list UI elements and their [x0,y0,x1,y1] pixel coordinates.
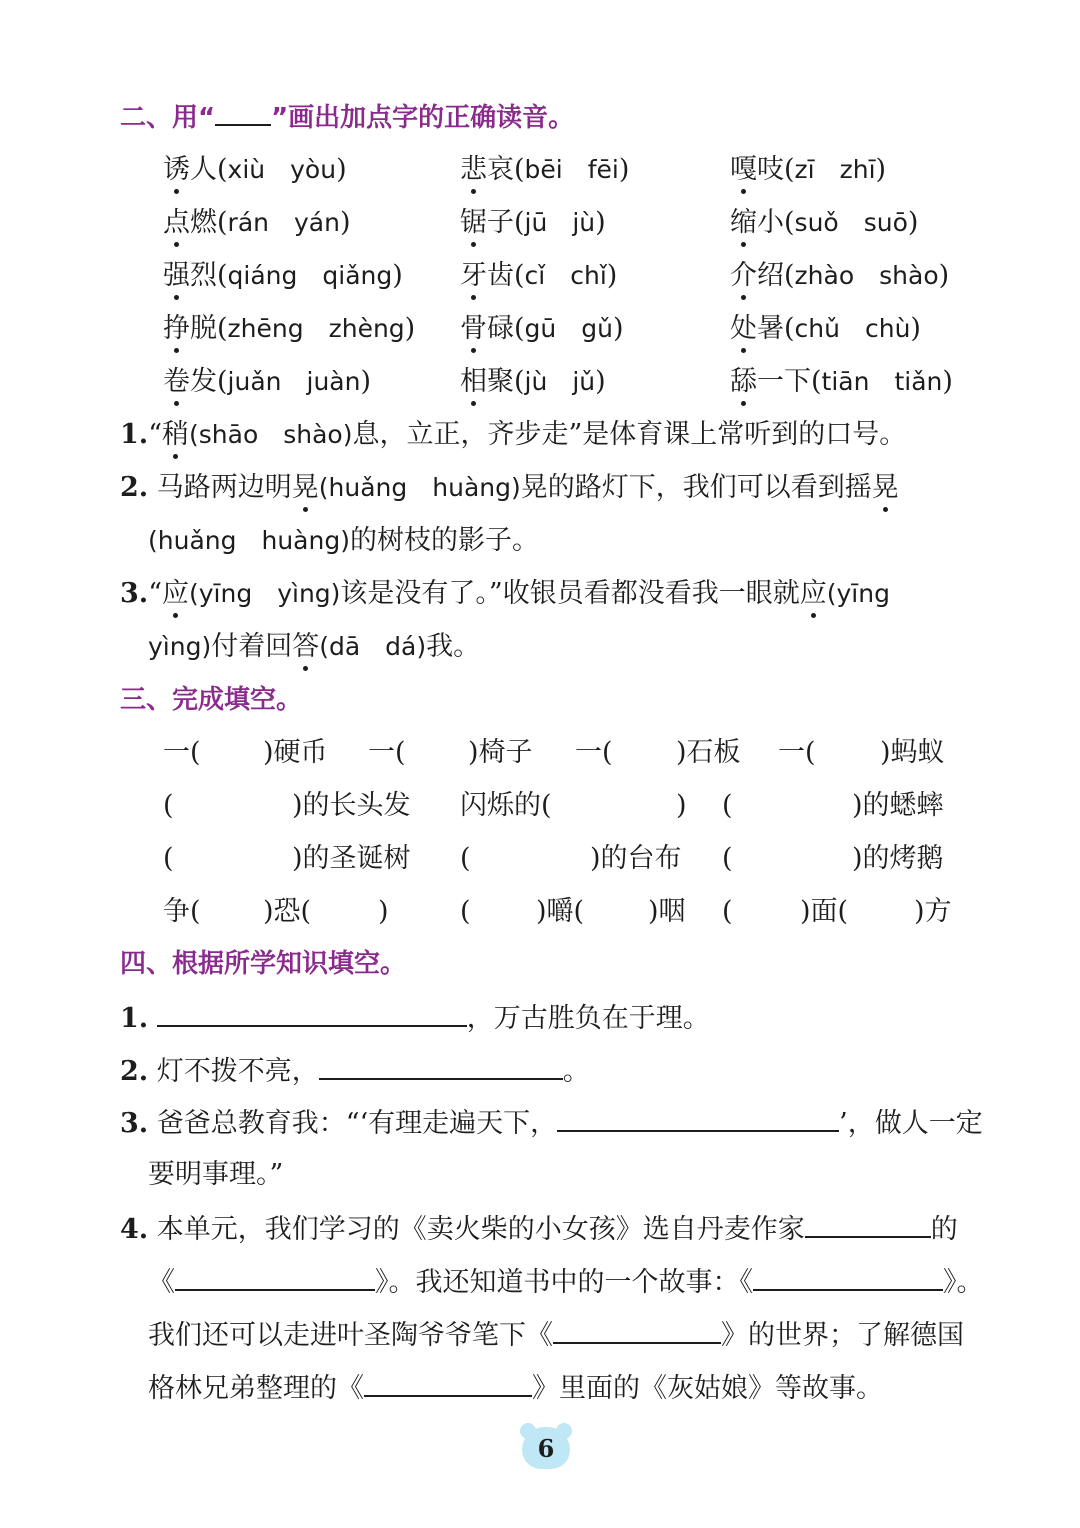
section-3-title: 三、完成填空。 [120,685,303,715]
paren-close: ) [612,313,624,344]
sentence-1 [120,415,906,455]
paren-close: ) [336,154,347,185]
pinyin-word-item [460,150,629,190]
page-number: 6 [522,1427,570,1469]
pinyin-word-item [730,362,953,402]
paren-close: ) [910,313,921,344]
pinyin-word-item [163,203,351,243]
fill-blank-segment[interactable]: )恐( [263,896,312,927]
pinyin-word-item [460,309,624,349]
paren-close: ) [404,313,416,344]
dotted-char: 相 [460,362,487,402]
paren-open: ( [514,313,525,344]
pinyin-choice[interactable]: cǐ chǐ [524,261,607,290]
paren-open: ( [514,154,525,185]
fill-blank-segment[interactable]: ( [460,896,471,927]
sentence-1-number: 1. [120,419,149,450]
paren-open: ( [217,313,228,344]
paren-close: ) [938,260,950,291]
section-2-title-b: ”画出加点字的正确读音。 [271,103,575,133]
dotted-char: 嘎 [730,150,757,190]
sentence-3-open-quote: “ [148,578,162,609]
fill-blank-segment[interactable]: )的烤鹅 [852,843,944,874]
dotted-char: 应 [800,574,827,614]
question-2-text-a: 灯不拨不亮， [156,1056,319,1087]
question-4-number: 4. [120,1214,149,1245]
pinyin-choice[interactable]: chǔ chù [794,314,911,343]
paren-close: ) [392,260,403,291]
pinyin-word-item [163,150,347,190]
section-4-title: 四、根据所学知识填空。 [120,949,407,979]
pinyin-word-item [730,203,918,243]
pinyin-choice[interactable]: zhào shào [794,261,939,290]
sentence-2-line-2 [148,521,539,561]
dotted-char: 牙 [460,256,487,296]
dotted-char: 稍 [162,415,189,455]
sentence-3-number: 3. [120,578,149,609]
paren-open: ( [217,260,228,291]
sentence-1-open-quote: “ [148,419,162,450]
dotted-char: 诱 [163,150,190,190]
paren-close: ) [595,207,606,238]
question-4-line-3 [148,1314,964,1356]
question-1-text: ，万古胜负在于理。 [466,1003,710,1034]
sentence-3-text-b: 该是没有了。”收银员看都没看我一眼就 [340,578,800,609]
word-rest: 聚 [487,366,514,397]
word-rest: 齿 [487,260,514,291]
sentence-3-text-c: 付着回 [211,631,293,662]
paren-close: ) [595,366,606,397]
paren-close: ) [606,260,618,291]
question-4-text-e: 》。 [943,1267,984,1298]
dotted-char: 处 [730,309,757,349]
paren-open: ( [514,366,525,397]
pinyin-choice[interactable]: jù jǔ [524,367,596,396]
fill-blank-segment[interactable]: 一( [368,737,406,768]
fill-blank-segment[interactable]: 一( [778,737,816,768]
pinyin-choice[interactable]: qiáng qiǎng [227,261,393,290]
answer-blank[interactable] [364,1367,532,1397]
pinyin-word-item [163,362,371,402]
fill-blank-segment[interactable]: 闪烁的( [460,790,552,821]
answer-blank[interactable] [175,1261,375,1291]
answer-blank[interactable] [319,1050,563,1080]
section-2-title-a: 二、用“ [120,103,216,133]
pinyin-choice[interactable]: bēi fēi [524,155,619,184]
paren-open: ( [784,207,795,238]
question-3-line-2: 要明事理。” [148,1159,284,1190]
pinyin-word-item [730,309,921,349]
question-4-text-i: 》里面的《灰姑娘》等故事。 [532,1373,883,1404]
pinyin-choice[interactable]: (dā dá) [319,632,427,661]
section-2-title [120,98,574,138]
question-4-text-g: 》的世界；了解德国 [721,1320,964,1351]
question-3-text-a: 爸爸总教育我：“‘有理走遍天下， [156,1108,558,1139]
paren-open: ( [217,366,228,397]
title-underline-sample [215,102,271,126]
pinyin-word-item [163,309,415,349]
fill-blank-segment[interactable]: ( [460,843,471,874]
paren-close: ) [339,207,351,238]
paren-open: ( [784,260,795,291]
word-rest: 发 [190,366,217,397]
fill-blank-segment[interactable]: )椅子 [468,737,533,768]
fill-blank-segment[interactable]: ) [676,790,687,821]
fill-blank-segment[interactable]: ( [163,790,174,821]
pinyin-choice[interactable]: (huǎng huàng) [318,473,521,502]
fill-blank-segment[interactable]: )的长头发 [292,790,411,821]
sentence-3-text-d: 我。 [426,631,481,662]
fill-blank-segment[interactable]: )硬币 [263,737,328,768]
paren-close: ) [942,366,953,397]
fill-blank-segment[interactable]: ( [722,896,733,927]
pinyin-choice[interactable]: jū jù [524,208,596,237]
pinyin-word-item [460,203,606,243]
sentence-3-line-1 [120,574,890,614]
pinyin-word-item [730,150,886,190]
fill-blank-segment[interactable]: )蚂蚁 [880,737,945,768]
pinyin-choice[interactable]: (yīng [826,579,890,608]
fill-blank-segment[interactable]: ( [722,843,733,874]
pinyin-choice[interactable]: (yīng yìng) [189,579,341,608]
fill-blank-segment[interactable]: 一( [575,737,613,768]
word-rest: 吱 [757,154,784,185]
dotted-char: 悲 [460,150,487,190]
paren-close: ) [360,366,372,397]
fill-blank-segment[interactable]: )面( [800,896,849,927]
dotted-char: 答 [292,627,319,667]
paren-open: ( [514,260,525,291]
word-rest: 一下 [757,366,811,397]
fill-blank-segment[interactable]: )的圣诞树 [292,843,411,874]
pinyin-choice[interactable]: zhēng zhèng [227,314,405,343]
question-4-line-1 [120,1208,958,1250]
sentence-2-text-c: 的树枝的影子。 [349,525,539,556]
pinyin-choice[interactable]: yìng) [148,632,212,661]
word-rest: 脱 [190,313,217,344]
pinyin-word-item [163,256,403,296]
fill-blank-segment[interactable]: )的蟋蟀 [852,790,944,821]
answer-blank[interactable] [157,997,467,1027]
sentence-3-line-2 [148,627,480,667]
question-3-text-b: ’，做人一定 [839,1108,983,1139]
word-rest: 哀 [487,154,514,185]
fill-blank-segment[interactable]: ( [722,790,733,821]
dotted-char: 介 [730,256,757,296]
word-rest: 燃 [190,207,217,238]
paren-open: ( [217,207,228,238]
dotted-char: 缩 [730,203,757,243]
fill-blank-segment[interactable]: 争( [163,896,201,927]
question-2-text-b: 。 [562,1056,590,1087]
question-4-line-2 [148,1261,984,1303]
fill-blank-segment[interactable]: )的台布 [590,843,682,874]
answer-blank[interactable] [553,1314,721,1344]
question-4-text-b: 的 [930,1214,958,1245]
question-4-text-a: 本单元，我们学习的《卖火柴的小女孩》选自丹麦作家 [156,1214,805,1245]
word-rest: 绍 [757,260,784,291]
fill-blank-segment[interactable]: )嚼( [536,896,585,927]
paren-open: ( [784,313,795,344]
word-rest: 暑 [757,313,784,344]
question-4-line-4 [148,1367,883,1409]
paren-open: ( [784,154,795,185]
paren-close: ) [907,207,919,238]
dotted-char: 卷 [163,362,190,402]
question-1 [120,997,710,1039]
dotted-char: 应 [162,574,189,614]
dotted-char: 晃 [872,468,899,508]
word-rest: 烈 [190,260,217,291]
pinyin-word-item [460,362,606,402]
pinyin-word-item [730,256,949,296]
sentence-2-text-b: 晃的路灯下，我们可以看到摇 [520,472,872,503]
pinyin-word-item [460,256,617,296]
pinyin-choice[interactable]: zī zhī [794,155,876,184]
dotted-char: 骨 [460,309,487,349]
answer-blank[interactable] [753,1261,943,1291]
paren-close: ) [875,154,887,185]
question-4-text-f: 我们还可以走进叶圣陶爷爷笔下《 [148,1320,553,1351]
sentence-2-number: 2. [120,472,149,503]
question-2-number: 2. [120,1056,149,1087]
question-3-number: 3. [120,1108,149,1139]
pinyin-choice[interactable]: juǎn juàn [227,367,361,396]
dotted-char: 锯 [460,203,487,243]
paren-open: ( [217,154,228,185]
fill-blank-segment[interactable]: )咽 [648,896,686,927]
dotted-char: 挣 [163,309,190,349]
sentence-2-line-1 [120,468,899,508]
fill-blank-segment[interactable]: ( [163,843,174,874]
word-rest: 碌 [487,313,514,344]
dotted-char: 强 [163,256,190,296]
answer-blank[interactable] [557,1102,839,1132]
pinyin-choice[interactable]: suǒ suō [794,208,908,237]
paren-close: ) [618,154,630,185]
fill-blank-segment[interactable]: )石板 [676,737,741,768]
fill-blank-segment[interactable]: ) [378,896,389,927]
pinyin-choice[interactable]: tiān tiǎn [821,367,943,396]
dotted-char: 舔 [730,362,757,402]
sentence-1-text: 息，立正，齐步走”是体育课上常听到的口号。 [352,419,907,450]
fill-blank-segment[interactable]: )方 [914,896,952,927]
fill-blank-segment[interactable]: 一( [163,737,201,768]
question-4-text-d: 》。我还知道书中的一个故事：《 [375,1267,753,1298]
pinyin-choice[interactable]: (shāo shào) [189,420,353,449]
word-rest: 子 [487,207,514,238]
paren-open: ( [514,207,525,238]
dotted-char: 晃 [292,468,319,508]
dotted-char: 点 [163,203,190,243]
word-rest: 人 [190,154,217,185]
question-2 [120,1050,590,1092]
answer-blank[interactable] [805,1208,931,1238]
pinyin-choice[interactable]: rán yán [227,208,340,237]
pinyin-choice[interactable]: (huǎng huàng) [148,526,350,555]
word-rest: 小 [757,207,784,238]
paren-open: ( [811,366,822,397]
pinyin-choice[interactable]: xiù yòu [227,155,337,184]
pinyin-choice[interactable]: gū gǔ [524,314,613,343]
book-open-bracket: 《 [148,1267,175,1298]
question-1-number: 1. [120,1003,149,1034]
question-4-text-h: 格林兄弟整理的《 [148,1373,364,1404]
question-3-line-1 [120,1102,983,1144]
sentence-2-text-a: 马路两边明 [156,472,292,503]
